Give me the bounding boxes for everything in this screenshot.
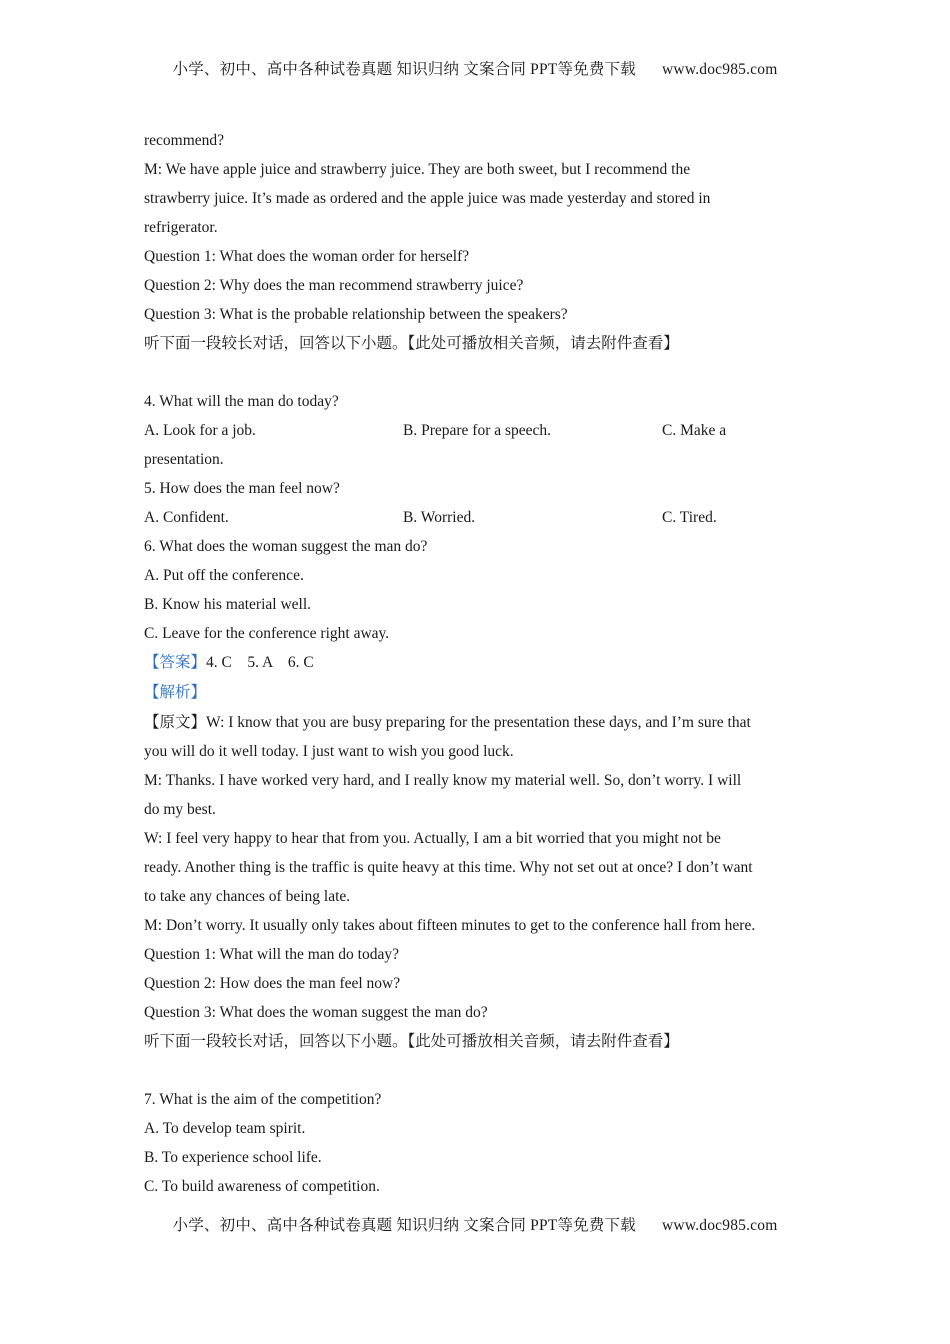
text-line: Question 2: How does the man feel now? [144,975,401,992]
text-line: Question 1: What will the man do today? [144,946,399,963]
option-b: B. Know his material well. [144,596,312,613]
page-header [0,57,950,79]
text-line: M: We have apple juice and strawberry juice. They are both sweet, but I recommend the [144,161,691,178]
text-line: Question 1: What does the woman order for herself? [144,248,470,265]
option-b: B. Worried. [403,509,476,526]
text-line: recommend? [144,132,225,149]
answer-line [144,648,814,678]
text-line: W: I feel very happy to hear that from you. Actually, I am a bit worried that you might not be [144,830,721,847]
footer-text: 小学、初中、高中各种试卷真题 知识归纳 文案合同 PPT等免费下载 [172,1217,636,1234]
text-line: M: Don’t worry. It usually only takes about fifteen minutes to get to the conference hall from here. [144,917,756,934]
original-text-line [144,708,814,737]
analysis-line [144,678,814,708]
option-a: A. To develop team spirit. [144,1120,306,1137]
option-b: B. To experience school life. [144,1149,322,1166]
option-c: C. Tired. [662,509,717,526]
question-5-options [144,503,814,532]
answer-label: 【答案】 [144,654,207,671]
question-5-stem: 5. How does the man feel now? [144,480,340,497]
text-line: you will do it well today. I just want to wish you good luck. [144,743,514,760]
original-label: 【原文】 [144,714,207,731]
text-line: do my best. [144,801,216,818]
spacer [144,358,814,387]
question-6-stem: 6. What does the woman suggest the man do? [144,538,428,555]
text-line: M: Thanks. I have worked very hard, and I really know my material well. So, don’t worry. I will [144,772,742,789]
question-4-stem: 4. What will the man do today? [144,393,339,410]
header-text: 小学、初中、高中各种试卷真题 知识归纳 文案合同 PPT等免费下载 [172,61,636,78]
analysis-label: 【解析】 [144,684,207,701]
document-body [144,126,814,1201]
option-c: C. Make a [662,422,727,439]
question-4-options [144,416,814,445]
answer-text: 4. C 5. A 6. C [206,654,314,671]
text-line: refrigerator. [144,219,218,236]
header-site-link[interactable]: www.doc985.com [662,61,778,78]
question-7-stem: 7. What is the aim of the competition? [144,1091,382,1108]
footer-site-link[interactable]: www.doc985.com [662,1217,778,1234]
option-c-continued: presentation. [144,451,224,468]
text-line: Question 3: What is the probable relationship between the speakers? [144,306,568,323]
text-line: strawberry juice. It’s made as ordered and the apple juice was made yesterday and stored in [144,190,711,207]
text-line: Question 2: Why does the man recommend strawberry juice? [144,277,524,294]
page-footer [0,1213,950,1235]
option-a: A. Put off the conference. [144,567,304,584]
option-c: C. Leave for the conference right away. [144,625,390,642]
option-a: A. Confident. [144,509,229,526]
spacer [144,1056,814,1085]
option-a: A. Look for a job. [144,422,256,439]
option-b: B. Prepare for a speech. [403,422,552,439]
listening-instruction: 听下面一段较长对话，回答以下小题。【此处可播放相关音频，请去附件查看】 [144,1033,679,1050]
option-c: C. To build awareness of competition. [144,1178,380,1195]
text-line: ready. Another thing is the traffic is quite heavy at this time. Why not set out at once? I don’t want [144,859,753,876]
listening-instruction: 听下面一段较长对话，回答以下小题。【此处可播放相关音频，请去附件查看】 [144,335,679,352]
original-first: W: I know that you are busy preparing for the presentation these days, and I’m sure that [206,714,751,731]
text-line: to take any chances of being late. [144,888,351,905]
text-line: Question 3: What does the woman suggest the man do? [144,1004,488,1021]
